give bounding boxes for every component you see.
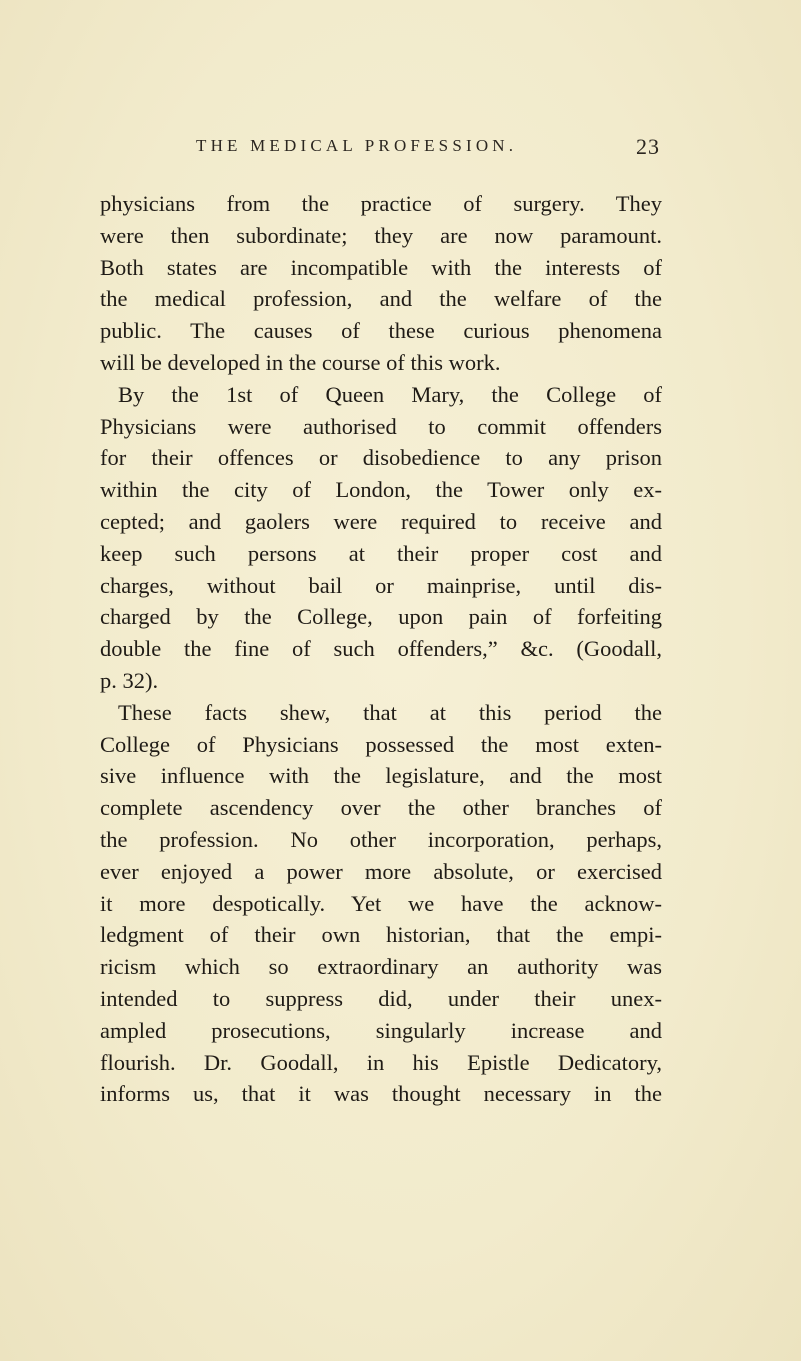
page-number: 23 [636,134,660,159]
text-line: charged by the College, upon pain of forfeiting [100,604,662,630]
text-line: Physicians were authorised to commit offenders [100,413,662,439]
text-line: By the 1st of Queen Mary, the College of [118,381,662,407]
running-title: THE MEDICAL PROFESSION. [196,136,518,155]
text-line: keep such persons at their proper cost and [100,540,662,566]
text-line: complete ascendency over the other branches of [100,795,662,821]
text-line: Both states are incompatible with the interests of [100,254,662,280]
text-line: College of Physicians possessed the most exten- [100,731,662,757]
text-line: will be developed in the course of this work. [100,349,501,375]
text-line: the medical profession, and the welfare of the [100,286,662,312]
text-line: p. 32). [100,667,159,693]
text-line: ricism which so extraordinary an authority was [100,954,662,980]
text-line: ledgment of their own historian, that the empi- [100,922,662,948]
text-line: ever enjoyed a power more absolute, or exercised [100,858,662,884]
text-line: it more despotically. Yet we have the acknow- [100,890,662,916]
text-line: double the fine of such offenders,” &c. (Goodall, [100,636,662,662]
text-line: intended to suppress did, under their unex- [100,985,662,1011]
text-line: flourish. Dr. Goodall, in his Epistle Dedicatory, [100,1049,662,1075]
text-line: informs us, that it was thought necessary in the [100,1081,662,1107]
text-line: ampled prosecutions, singularly increase and [100,1017,662,1043]
text-line: charges, without bail or mainprise, until dis- [100,572,662,598]
text-line: for their offences or disobedience to any prison [100,445,662,471]
running-head [196,134,666,164]
text-line: physicians from the practice of surgery. They [100,191,662,216]
text-line: were then subordinate; they are now paramount. [100,222,662,248]
text-line: within the city of London, the Tower only ex- [100,477,662,503]
text-line: public. The causes of these curious phenomena [100,318,662,344]
body-text [100,188,662,1110]
text-line: the profession. No other incorporation, perhaps, [100,826,662,852]
text-line: sive influence with the legislature, and the most [100,763,662,789]
text-line: cepted; and gaolers were required to receive and [100,508,662,534]
text-line: These facts shew, that at this period the [118,699,662,725]
